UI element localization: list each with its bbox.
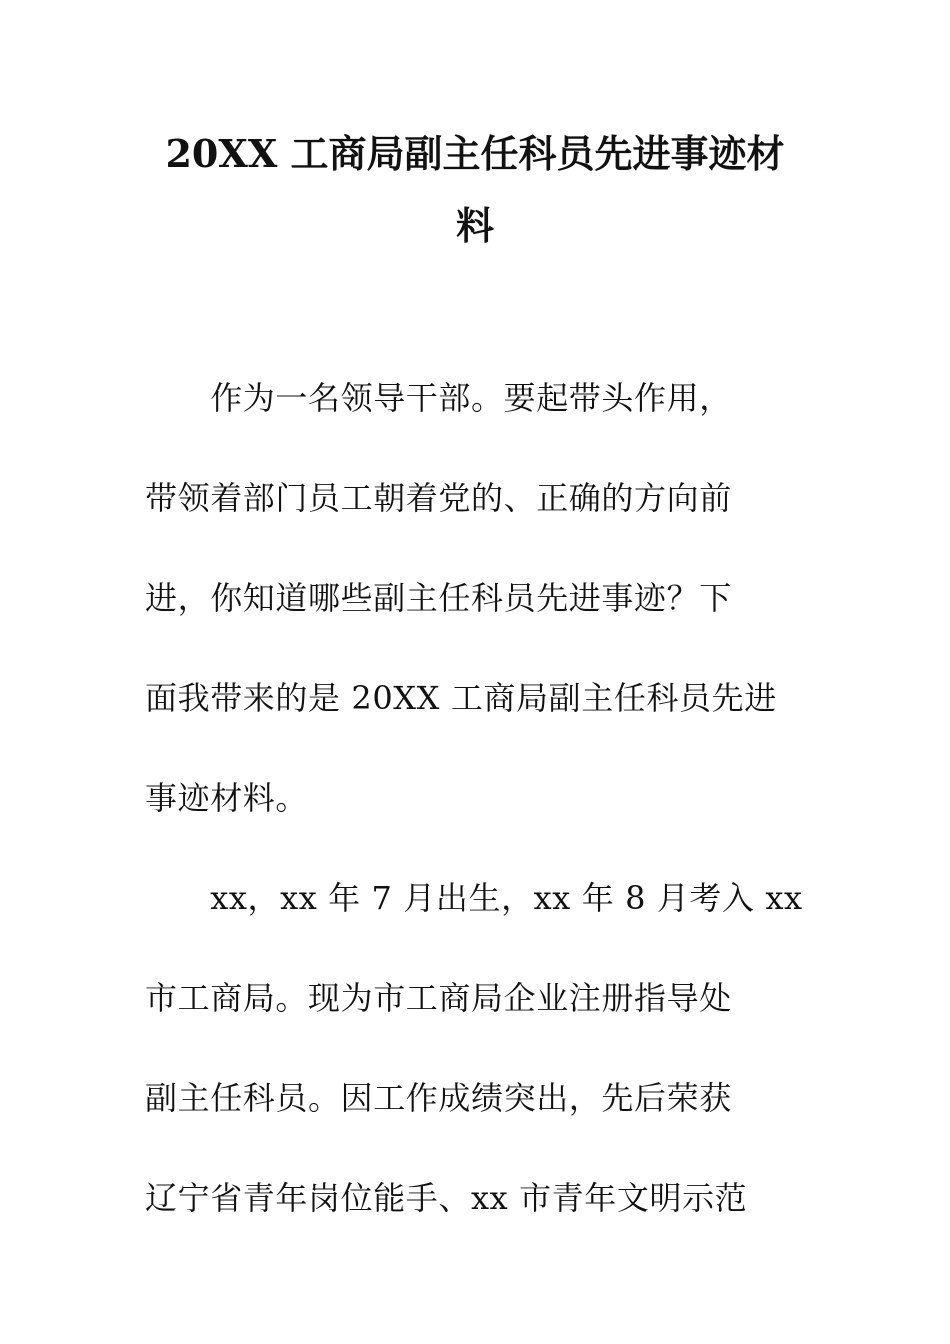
paragraph-line: 辽宁省青年岗位能手、xx 市青年文明示范 <box>145 1179 748 1217</box>
paragraph-line: xx，xx 年 7 月出生，xx 年 8 月考入 xx <box>145 879 803 917</box>
paragraph-line: 面我带来的是 20XX 工商局副主任科员先进 <box>145 679 777 717</box>
paragraph-line: 进，你知道哪些副主任科员先进事迹？下 <box>145 579 732 617</box>
paragraph-line: 带领着部门员工朝着党的、正确的方向前 <box>145 479 732 517</box>
document-title <box>140 118 810 262</box>
paragraph-line: 副主任科员。因工作成绩突出，先后荣获 <box>145 1079 732 1117</box>
paragraph-line: 作为一名领导干部。要起带头作用， <box>145 379 732 417</box>
title-line: 20XX 工商局副主任科员先进事迹材 <box>165 131 785 176</box>
paragraph-line: 市工商局。现为市工商局企业注册指导处 <box>145 979 732 1017</box>
paragraph-line: 事迹材料。 <box>145 779 309 817</box>
title-line: 料 <box>455 203 494 248</box>
